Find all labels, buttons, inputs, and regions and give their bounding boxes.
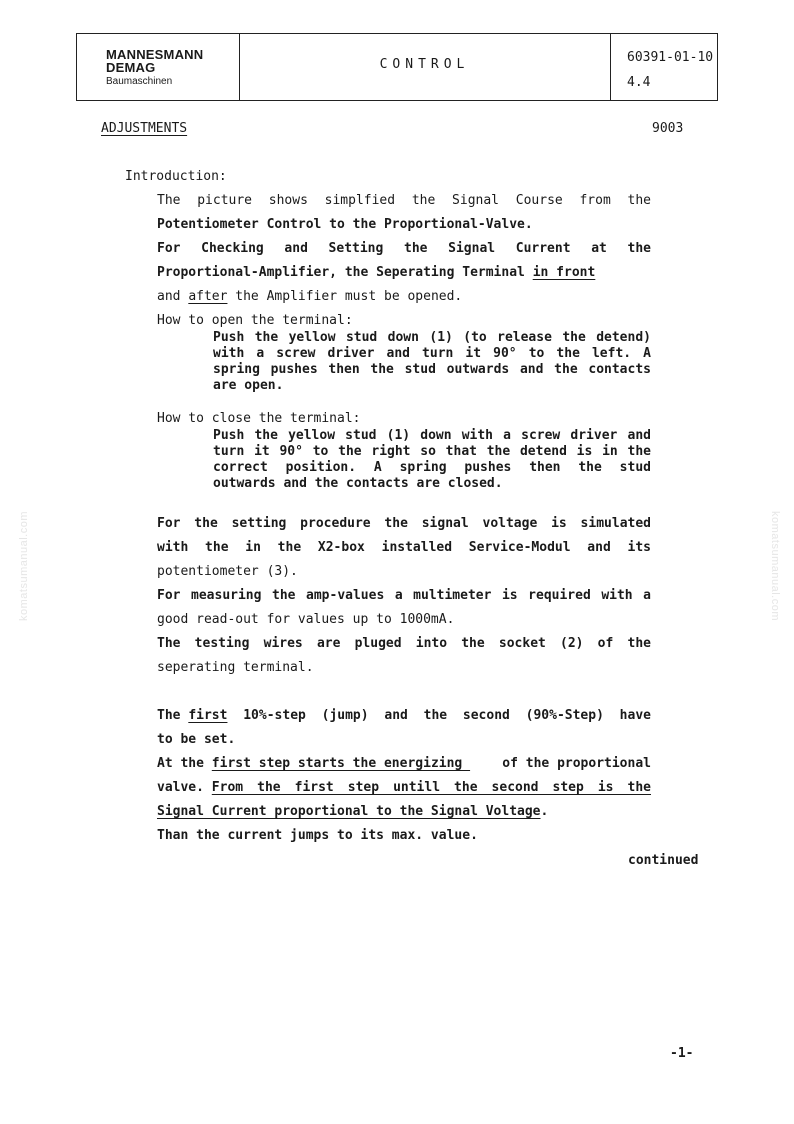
watermark-left: komatsumanual.com	[18, 511, 30, 621]
steps-paragraph-line	[157, 708, 651, 724]
company-subname: DEMAG	[106, 60, 156, 75]
section-number: 4.4	[627, 75, 651, 90]
underlined-text: after	[188, 289, 228, 304]
steps-paragraph-line	[157, 756, 651, 772]
open-instruction-line: spring pushes then the stud outwards and the contacts	[213, 362, 651, 377]
setting-paragraph-line: For measuring the amp-values a multimeter is required with a	[157, 588, 651, 603]
text-run: .	[540, 804, 549, 819]
continued-note: continued	[628, 853, 699, 868]
intro-paragraph-line	[157, 289, 462, 305]
intro-paragraph-line: Potentiometer Control to the Proportional-Valve.	[157, 217, 533, 232]
underlined-text: Signal Current proportional to the Signal Voltage	[157, 804, 541, 819]
close-terminal-label: How to close the terminal:	[157, 411, 361, 426]
close-instruction-line: correct position. A spring pushes then the stud	[213, 460, 651, 475]
setting-paragraph-line: good read-out for values up to 1000mA.	[157, 612, 455, 627]
setting-paragraph-line: with the in the X2-box installed Service-Modul and its	[157, 540, 651, 555]
open-instruction-line: are open.	[213, 378, 284, 393]
open-instruction-line: with a screw driver and turn it 90° to the left. A	[213, 346, 651, 361]
company-cell	[77, 34, 240, 100]
text-run: 10%-step (jump) and the second (90%-Step) have	[227, 708, 651, 723]
text-run: of the proportional	[502, 756, 651, 771]
open-terminal-label: How to open the terminal:	[157, 313, 353, 328]
reference-cell	[610, 34, 717, 100]
intro-paragraph-line: For Checking and Setting the Signal Current at the	[157, 241, 651, 256]
section-heading: ADJUSTMENTS	[101, 121, 188, 136]
document-header	[76, 33, 718, 101]
text-run: and	[157, 289, 189, 304]
underlined-text: in front	[532, 265, 596, 280]
steps-paragraph-line	[157, 780, 651, 796]
watermark-right: komatsumanual.com	[769, 511, 781, 621]
steps-paragraph-line: to be set.	[157, 732, 236, 747]
text-run: the Amplifier must be opened.	[227, 289, 463, 304]
steps-paragraph-line	[157, 804, 548, 820]
page-number: -1-	[670, 1046, 694, 1061]
company-name: MANNESMANN	[106, 47, 204, 62]
text-run: valve.	[157, 780, 212, 795]
underlined-text: first step starts the energizing	[211, 756, 471, 771]
close-instruction-line: Push the yellow stud (1) down with a screw driver and	[213, 428, 651, 443]
section-code: 9003	[652, 121, 684, 136]
text-run: At the	[157, 756, 212, 771]
document-number: 60391-01-10	[627, 50, 714, 65]
underlined-text: From the first step untill the second step is the	[211, 780, 651, 795]
close-instruction-line: outwards and the contacts are closed.	[213, 476, 503, 491]
setting-paragraph-line: potentiometer (3).	[157, 564, 298, 579]
header-title: CONTROL	[379, 57, 470, 72]
setting-paragraph-line: The testing wires are pluged into the socket (2) of the	[157, 636, 651, 651]
open-instruction-line: Push the yellow stud down (1) (to release the detend)	[213, 330, 651, 345]
close-instruction-line: turn it 90° to the right so that the detend is in the	[213, 444, 651, 459]
intro-paragraph-line: The picture shows simplfied the Signal Course from the	[157, 193, 651, 208]
setting-paragraph-line: seperating terminal.	[157, 660, 314, 675]
company-division: Baumaschinen	[106, 76, 173, 87]
intro-label: Introduction:	[125, 169, 227, 184]
intro-paragraph-line	[157, 265, 595, 281]
setting-paragraph-line: For the setting procedure the signal voltage is simulated	[157, 516, 651, 531]
underlined-text: first	[188, 708, 228, 723]
steps-paragraph-line: Than the current jumps to its max. value.	[157, 828, 478, 843]
text-run: Proportional-Amplifier, the Seperating Terminal	[157, 265, 533, 280]
text-run: The	[157, 708, 189, 723]
